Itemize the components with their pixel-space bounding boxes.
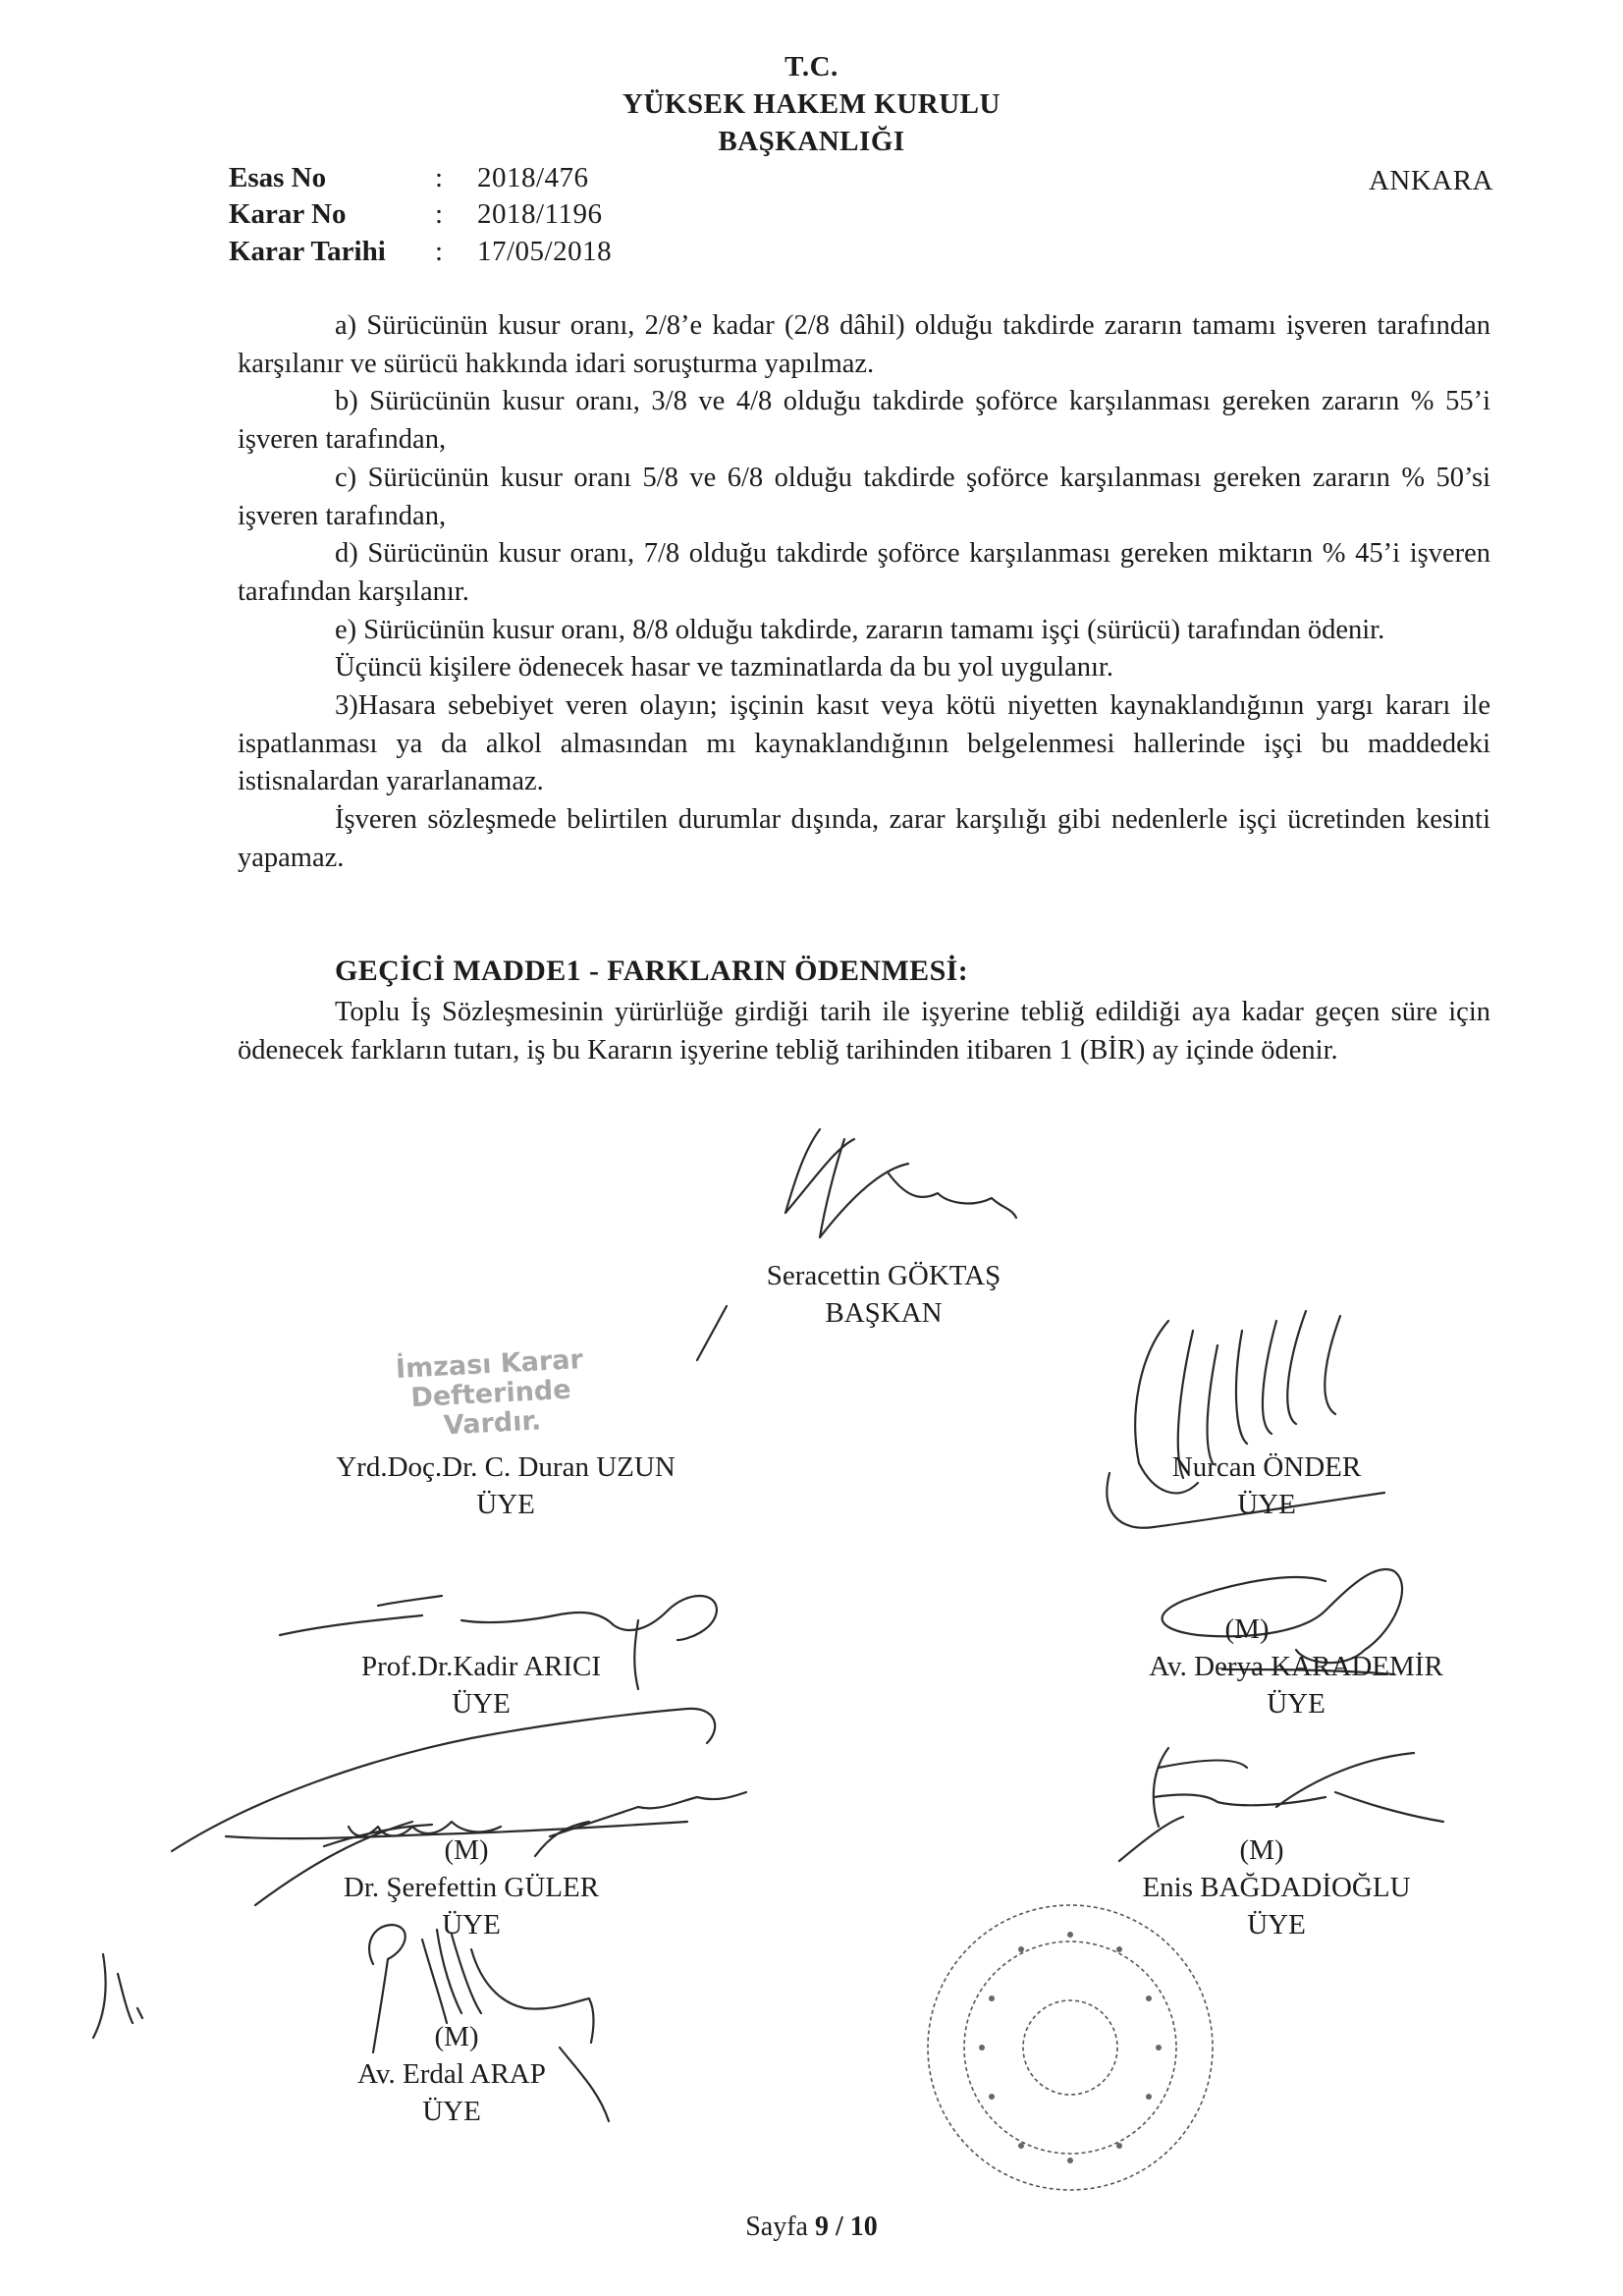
signature-member-arici <box>295 1648 668 1722</box>
member-bagdadioglu-name: Enis BAĞDADİOĞLU <box>1142 1872 1411 1903</box>
stamp-note-line2: Vardır. <box>443 1405 542 1442</box>
header-institution: YÜKSEK HAKEM KURULU <box>622 88 1001 120</box>
tarih-label: Karar Tarihi <box>229 236 386 267</box>
karar-value: 2018/1196 <box>477 198 603 230</box>
member-arap-title: ÜYE <box>422 2096 481 2127</box>
member-arap-mark: (M) <box>434 2021 479 2052</box>
signature-member-guler <box>275 1869 668 1943</box>
signature-member-uzun <box>285 1449 727 1523</box>
page-number: 9 / 10 <box>814 2212 878 2242</box>
member-onder-name: Nurcan ÖNDER <box>1171 1451 1362 1483</box>
member-uzun-title: ÜYE <box>476 1489 535 1520</box>
paragraph-d: d) Sürücünün kusur oranı, 7/8 olduğu takdirde şoförce karşılanması gereken miktarın % 45’i işveren tarafından karşılanır. <box>238 538 1490 607</box>
esas-label: Esas No <box>229 162 327 193</box>
footer-prefix: Sayfa <box>745 2212 808 2242</box>
member-guler-title: ÜYE <box>442 1909 501 1941</box>
paragraph-deduction: İşveren sözleşmede belirtilen durumlar dışında, zarar karşılığı gibi nedenlerle işçi ücretinden kesinti yapamaz. <box>238 804 1490 873</box>
president-name: Seracettin GÖKTAŞ <box>766 1260 1001 1291</box>
member-guler-mark: (M) <box>444 1834 489 1866</box>
stamp-note-line1: İmzası Karar Defterinde <box>395 1344 584 1414</box>
esas-colon: : <box>435 162 444 193</box>
member-bagdadioglu-mark: (M) <box>1239 1834 1284 1866</box>
member-bagdadioglu-title: ÜYE <box>1247 1909 1306 1941</box>
member-uzun-name: Yrd.Doç.Dr. C. Duran UZUN <box>336 1451 676 1483</box>
article-body <box>238 307 1490 878</box>
signature-book-stamp <box>312 1341 670 1449</box>
signature-member-karademir <box>1100 1648 1492 1722</box>
member-guler-name: Dr. Şerefettin GÜLER <box>343 1872 600 1903</box>
signature-member-arap <box>304 2055 599 2130</box>
page-footer <box>0 2212 1623 2243</box>
karar-colon: : <box>435 198 444 230</box>
member-karademir-name: Av. Derya KARADEMİR <box>1149 1651 1443 1682</box>
paragraph-b: b) Sürücünün kusur oranı, 3/8 ve 4/8 olduğu takdirde şoförce karşılanması gereken zararın % 55’i işveren tarafından, <box>238 386 1490 456</box>
section-heading: GEÇİCİ MADDE1 - FARKLARIN ÖDENMESİ: <box>335 955 969 987</box>
member-onder-title: ÜYE <box>1237 1489 1296 1520</box>
esas-value: 2018/476 <box>477 162 589 193</box>
member-arici-title: ÜYE <box>452 1688 511 1720</box>
header-tc: T.C. <box>784 51 839 82</box>
signature-president <box>707 1257 1060 1332</box>
member-arap-name: Av. Erdal ARAP <box>357 2058 546 2090</box>
paragraph-e: e) Sürücünün kusur oranı, 8/8 olduğu takdirde, zararın tamamı işçi (sürücü) tarafından ödenir. <box>335 614 1385 645</box>
tarih-value: 17/05/2018 <box>477 236 613 267</box>
paragraph-third-party: Üçüncü kişilere ödenecek hasar ve tazminatlarda da bu yol uygulanır. <box>335 652 1113 683</box>
president-title: BAŞKAN <box>825 1297 943 1329</box>
karar-label: Karar No <box>229 198 347 230</box>
member-arici-name: Prof.Dr.Kadir ARICI <box>360 1651 602 1682</box>
signature-member-onder <box>1129 1449 1404 1523</box>
member-karademir-title: ÜYE <box>1267 1688 1325 1720</box>
paragraph-exception: 3)Hasara sebebiyet veren olayın; işçinin kasıt veya kötü niyetten kaynaklandığının yargı kararı ile ispatlanması ya da alkol almasından mı kaynaklandığının belgelenmesi hallerinde işçi bu maddedeki istisnalardan yararlanamaz. <box>238 690 1490 797</box>
signature-member-bagdadioglu <box>1090 1869 1463 1943</box>
member-karademir-mark: (M) <box>1224 1613 1270 1645</box>
city: ANKARA <box>1368 165 1493 196</box>
tarih-colon: : <box>435 236 444 267</box>
paragraph-c: c) Sürücünün kusur oranı 5/8 ve 6/8 olduğu takdirde şoförce karşılanması gereken zararın % 50’si işveren tarafından, <box>238 462 1490 531</box>
paragraph-closing: Toplu İş Sözleşmesinin yürürlüğe girdiği tarih ile işyerine tebliğ edildiği aya kadar geçen süre için ödenecek farkların tutarı, iş bu Kararın işyerine tebliğ tarihinden itibaren 1 (BİR) ay içinde ödenir. <box>238 997 1490 1066</box>
header-presidency: BAŞKANLIĞI <box>718 126 905 157</box>
closing-body <box>238 994 1490 1069</box>
paragraph-a: a) Sürücünün kusur oranı, 2/8’e kadar (2/8 dâhil) olduğu takdirde zararın tamamı işveren tarafından karşılanır ve sürücü hakkında idari soruşturma yapılmaz. <box>238 310 1490 379</box>
